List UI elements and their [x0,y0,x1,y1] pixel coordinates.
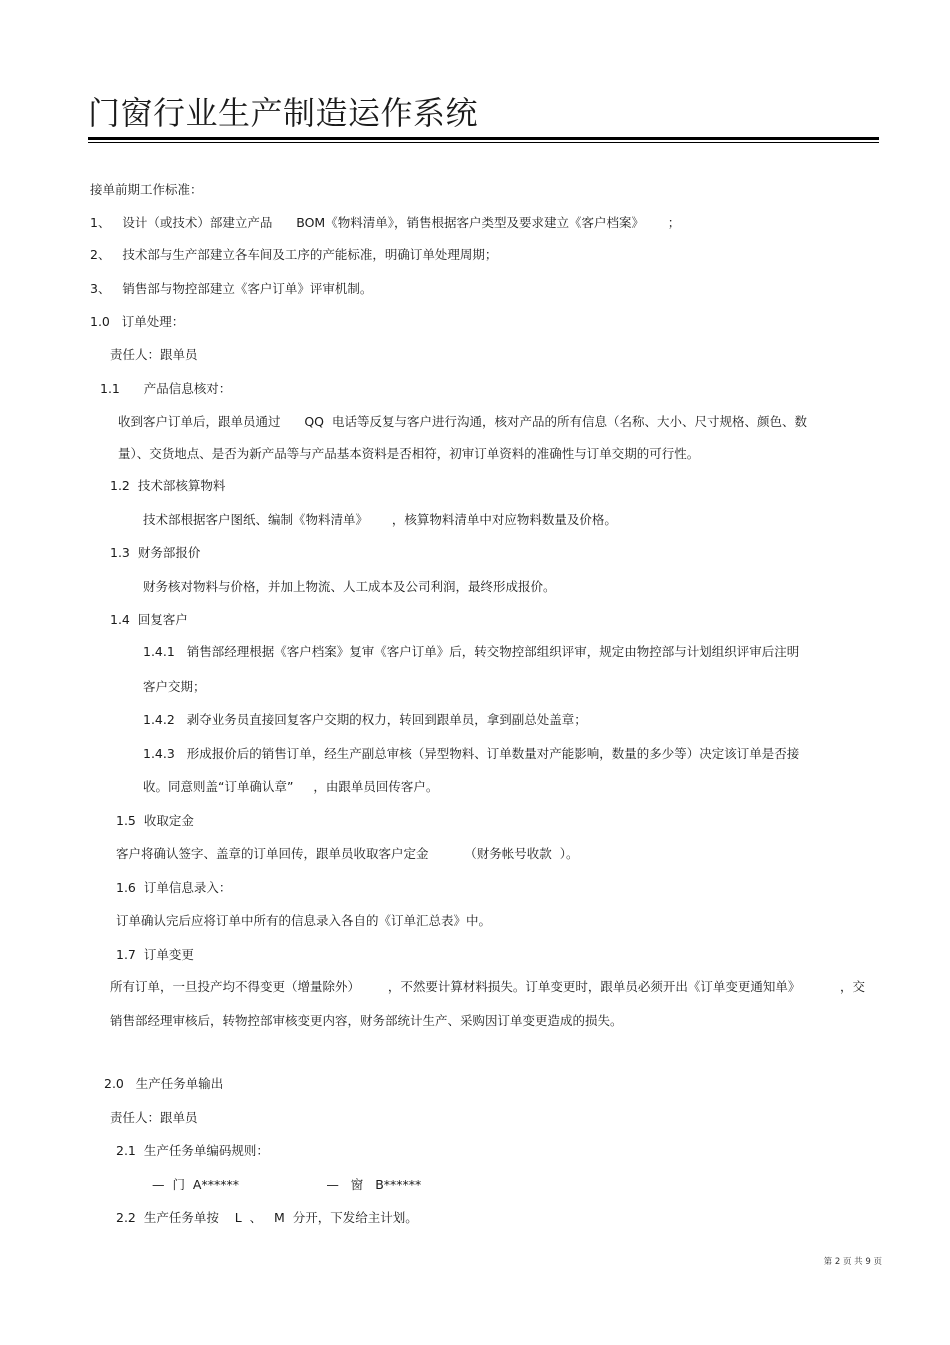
text-line: 1.2 技术部核算物料 [110,478,226,493]
text-line: 订单确认完后应将订单中所有的信息录入各自的《订单汇总表》中。 [116,913,492,928]
text-line: 销售部经理审核后，转物控部审核变更内容，财务部统计生产、采购因订单变更造成的损失。 [110,1013,623,1028]
text-line: 1.4.1 销售部经理根据《客户档案》复审《客户订单》后，转交物控部组织评审，规定由物控部与计划组织评审后注明 [143,644,800,659]
title-rule-thick [88,137,879,140]
text-line: 1.5 收取定金 [116,813,194,828]
text-line: 1.7 订单变更 [116,947,194,962]
document-title: 门窗行业生产制造运作系统 [88,94,479,132]
text-line: 1.4.3 形成报价后的销售订单，经生产副总审核（异型物料、订单数量对产能影响，数量的多少等）决定该订单是否接 [143,746,800,761]
text-line: 1.3 财务部报价 [110,545,201,560]
text-line: 1.1 产品信息核对： [100,381,232,396]
text-line: 客户将确认签字、盖章的订单回传，跟单员收取客户定金 （财务帐号收款 ）。 [116,846,579,861]
text-line: 1.4 回复客户 [110,612,188,627]
text-line: 1、 设计（或技术）部建立产品 BOM《物料清单》，销售根据客户类型及要求建立《客户档案》 ； [90,215,681,230]
text-line: 收。同意则盖“订单确认章” ，由跟单员回传客户。 [143,779,439,794]
text-line: 客户交期； [143,679,206,694]
text-line: 1.4.2 剥夺业务员直接回复客户交期的权力，转回到跟单员，拿到副总处盖章； [143,712,587,727]
text-line: 1.0 订单处理： [90,314,185,329]
text-line: 责任人：跟单员 [110,347,198,362]
text-line: 3、 销售部与物控部建立《客户订单》评审机制。 [90,281,373,296]
text-line: 接单前期工作标准： [90,182,203,197]
text-line: 财务核对物料与价格，并加上物流、人工成本及公司利润，最终形成报价。 [143,579,556,594]
text-line: 责任人：跟单员 [110,1110,198,1125]
page-number: 第 2 页 共 9 页 [823,1257,882,1267]
title-rule-thin [88,142,879,143]
text-line: 2、 技术部与生产部建立各车间及工序的产能标准，明确订单处理周期； [90,247,498,262]
text-line: 所有订单，一旦投产均不得变更（增量除外） ，不然要计算材料损失。订单变更时，跟单员必须开出《订单变更通知单》 ，交 [110,979,866,994]
text-line: 收到客户订单后，跟单员通过 QQ 电话等反复与客户进行沟通，核对产品的所有信息（名称、大小、尺寸规格、颜色、数 [118,414,807,429]
text-line: 1.6 订单信息录入： [116,880,232,895]
text-line: 技术部根据客户图纸、编制《物料清单》 ，核算物料清单中对应物料数量及价格。 [143,512,617,527]
text-line: 2.0 生产任务单输出 [104,1076,224,1091]
text-line: — 门 A****** — 窗 B****** [152,1177,422,1192]
text-line: 2.2 生产任务单按 L 、 M 分开，下发给主计划。 [116,1210,418,1225]
text-line: 量）、交货地点、是否为新产品等与产品基本资料是否相符，初审订单资料的准确性与订单交期的可行性。 [118,446,700,461]
text-line: 2.1 生产任务单编码规则： [116,1143,269,1158]
